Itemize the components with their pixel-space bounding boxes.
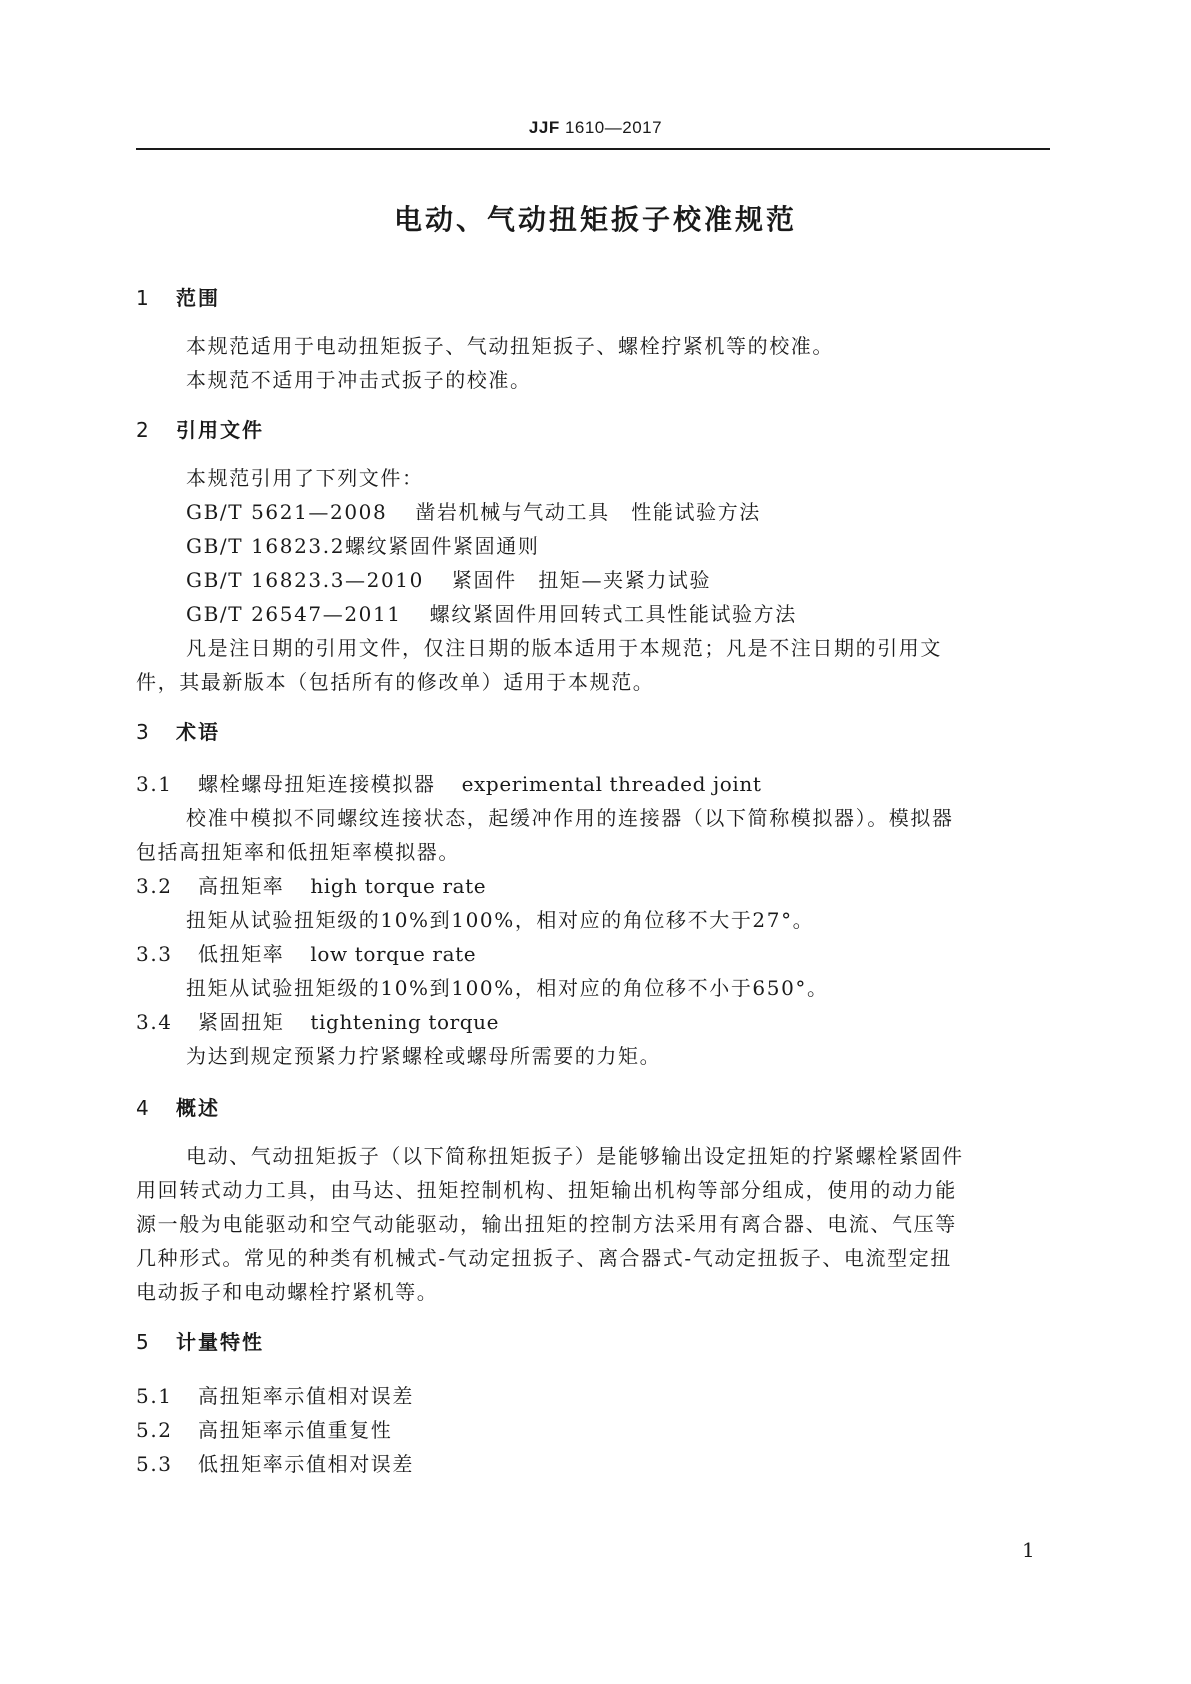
paragraph-line: 用回转式动力工具，由马达、扭矩控制机构、扭矩输出机构等部分组成，使用的动力能 xyxy=(136,1178,957,1202)
reference-item xyxy=(186,496,761,525)
term-chinese: 高扭矩率 xyxy=(198,874,285,898)
section-2-heading xyxy=(136,414,264,443)
term-definition: 校准中模拟不同螺纹连接状态，起缓冲作用的连接器（以下简称模拟器）。模拟器 xyxy=(186,806,954,830)
paragraph-line: 凡是注日期的引用文件，仅注日期的版本适用于本规范；凡是不注日期的引用文 xyxy=(186,636,942,660)
section-title: 概述 xyxy=(176,1096,220,1120)
term-definition: 为达到规定预紧力拧紧螺栓或螺母所需要的力矩。 xyxy=(186,1044,662,1068)
reference-code: GB/T 16823.2 xyxy=(186,534,346,558)
page-number: 1 xyxy=(1022,1538,1035,1562)
term-english: high torque rate xyxy=(310,874,487,898)
running-header xyxy=(0,118,1191,138)
item-text: 高扭矩率示值相对误差 xyxy=(198,1384,414,1408)
section-3-heading xyxy=(136,716,220,745)
term-definition: 扭矩从试验扭矩级的10%到100%，相对应的角位移不大于27°。 xyxy=(186,908,815,932)
section-5-heading xyxy=(136,1326,264,1355)
list-item xyxy=(136,1448,414,1477)
term-english: experimental threaded joint xyxy=(461,772,762,796)
paragraph-line: 几种形式。常见的种类有机械式-气动定扭扳子、离合器式-气动定扭扳子、电流型定扭 xyxy=(136,1246,952,1270)
reference-item xyxy=(186,564,711,593)
term-chinese: 低扭矩率 xyxy=(198,942,285,966)
term-heading xyxy=(136,1006,499,1035)
section-number: 2 xyxy=(136,418,151,442)
reference-item xyxy=(186,530,539,559)
reference-code: GB/T 26547—2011 xyxy=(186,602,402,626)
term-number: 3.3 xyxy=(136,942,173,966)
paragraph: 本规范引用了下列文件： xyxy=(186,466,424,490)
term-definition: 包括高扭矩率和低扭矩率模拟器。 xyxy=(136,840,460,864)
reference-title: 凿岩机械与气动工具 性能试验方法 xyxy=(415,500,761,524)
page-title: 电动、气动扭矩扳子校准规范 xyxy=(393,203,797,236)
section-title: 术语 xyxy=(176,720,220,744)
paragraph: 本规范适用于电动扭矩扳子、气动扭矩扳子、螺栓拧紧机等的校准。 xyxy=(186,334,834,358)
item-number: 5.3 xyxy=(136,1452,173,1476)
item-number: 5.2 xyxy=(136,1418,173,1442)
term-chinese: 紧固扭矩 xyxy=(198,1010,285,1034)
reference-code: GB/T 16823.3—2010 xyxy=(186,568,424,592)
term-number: 3.1 xyxy=(136,772,173,796)
section-number: 1 xyxy=(136,286,151,310)
paragraph-line: 件，其最新版本（包括所有的修改单）适用于本规范。 xyxy=(136,670,655,694)
term-english: tightening torque xyxy=(310,1010,500,1034)
section-4-heading xyxy=(136,1092,220,1121)
term-chinese: 螺栓螺母扭矩连接模拟器 xyxy=(198,772,436,796)
reference-item xyxy=(186,598,797,627)
reference-title: 紧固件 扭矩—夹紧力试验 xyxy=(451,568,712,592)
section-number: 5 xyxy=(136,1330,151,1354)
header-code-prefix: JJF xyxy=(528,118,560,137)
item-number: 5.1 xyxy=(136,1384,173,1408)
section-title: 计量特性 xyxy=(176,1330,264,1354)
paragraph-line: 电动扳子和电动螺栓拧紧机等。 xyxy=(136,1280,439,1304)
section-1-heading xyxy=(136,282,220,311)
reference-title: 螺纹紧固件用回转式工具性能试验方法 xyxy=(429,602,797,626)
item-text: 高扭矩率示值重复性 xyxy=(198,1418,393,1442)
list-item xyxy=(136,1414,392,1443)
paragraph-line: 电动、气动扭矩扳子（以下简称扭矩扳子）是能够输出设定扭矩的拧紧螺栓紧固件 xyxy=(186,1144,964,1168)
term-heading xyxy=(136,870,486,899)
paragraph: 本规范不适用于冲击式扳子的校准。 xyxy=(186,368,532,392)
list-item xyxy=(136,1380,414,1409)
section-title: 引用文件 xyxy=(176,418,264,442)
term-number: 3.2 xyxy=(136,874,173,898)
term-heading xyxy=(136,768,762,797)
header-rule xyxy=(136,148,1050,150)
term-english: low torque rate xyxy=(310,942,477,966)
term-definition: 扭矩从试验扭矩级的10%到100%，相对应的角位移不小于650°。 xyxy=(186,976,829,1000)
reference-title: 螺纹紧固件紧固通则 xyxy=(345,534,540,558)
term-number: 3.4 xyxy=(136,1010,173,1034)
item-text: 低扭矩率示值相对误差 xyxy=(198,1452,414,1476)
paragraph-line: 源一般为电能驱动和空气动能驱动，输出扭矩的控制方法采用有离合器、电流、气压等 xyxy=(136,1212,957,1236)
term-heading xyxy=(136,938,476,967)
section-number: 3 xyxy=(136,720,151,744)
header-code-number: 1610—2017 xyxy=(564,118,663,137)
section-title: 范围 xyxy=(176,286,220,310)
section-number: 4 xyxy=(136,1096,151,1120)
reference-code: GB/T 5621—2008 xyxy=(186,500,388,524)
